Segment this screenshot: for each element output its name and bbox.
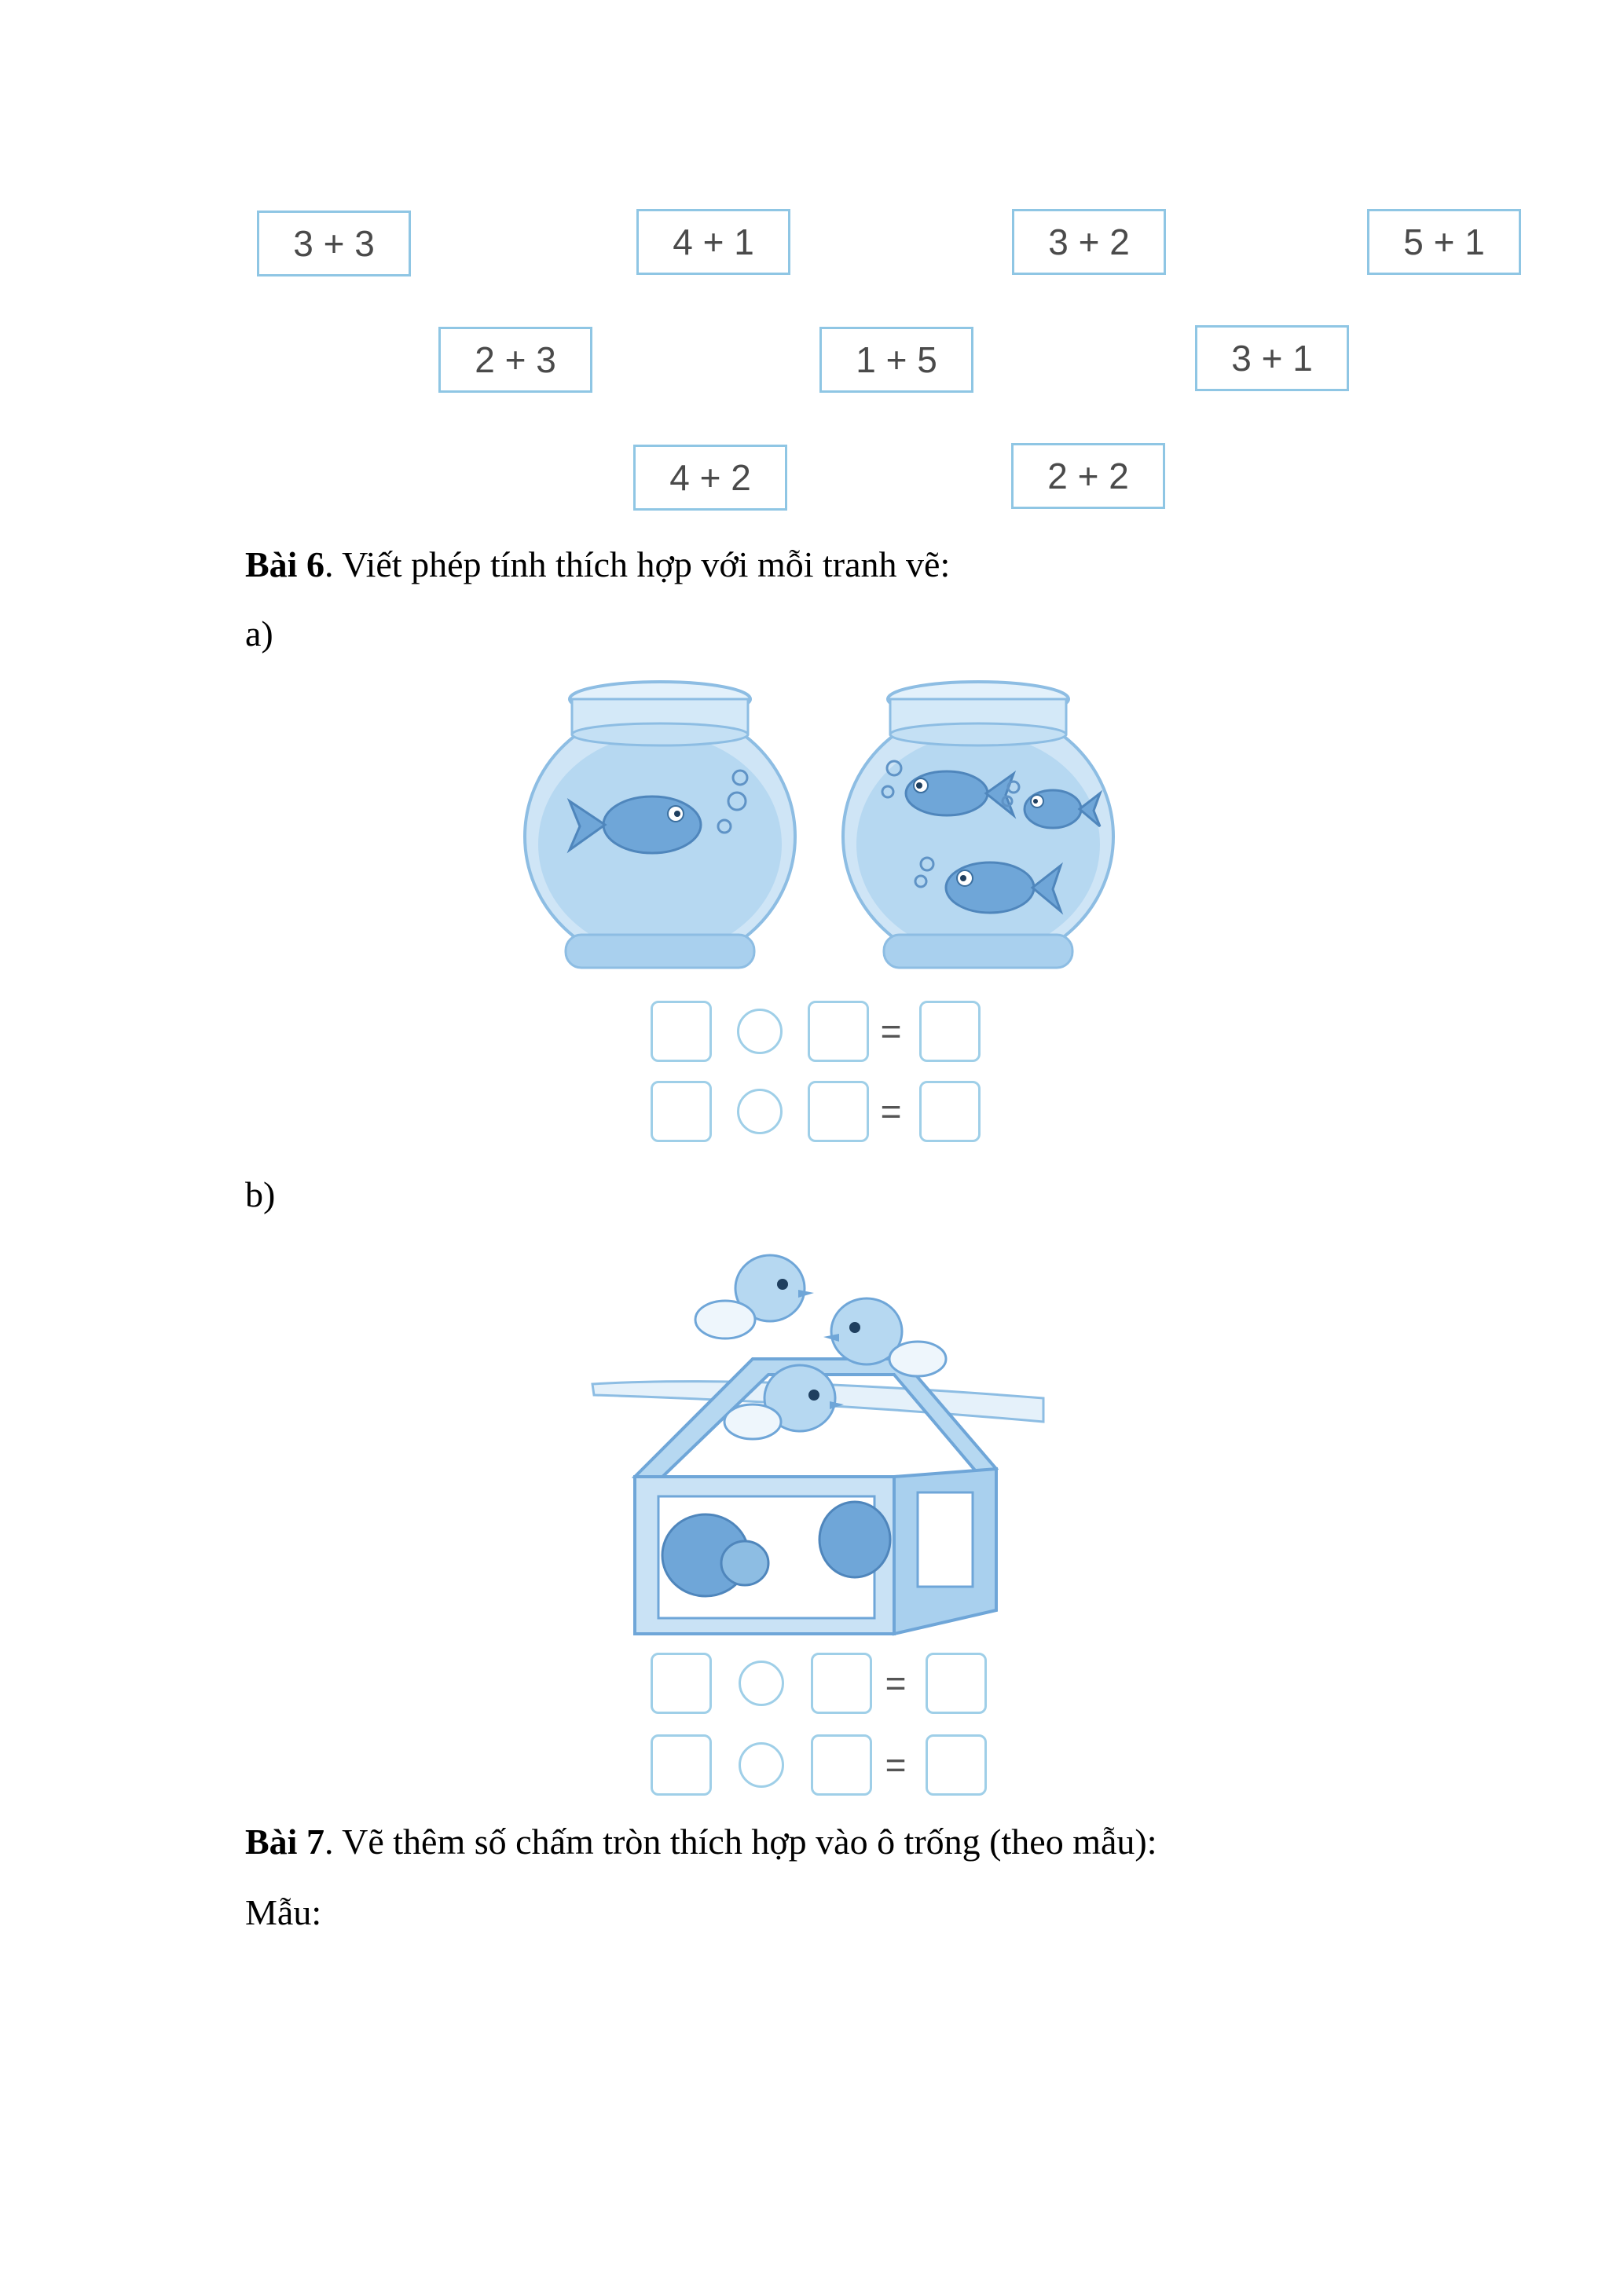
answer-box[interactable] [651,1734,712,1796]
answer-box[interactable] [919,1081,981,1142]
answer-box[interactable] [811,1653,872,1714]
answer-box[interactable] [811,1734,872,1796]
equals-sign: = [880,1091,902,1132]
birds-birdhouse-illustration [588,1241,1051,1665]
answer-box[interactable] [808,1081,869,1142]
answer-box[interactable] [651,1001,712,1062]
exercise-6-label: Bài 6 [245,544,324,584]
bird [695,1255,814,1338]
exercise-7-label: Bài 7 [245,1822,324,1862]
answer-box[interactable] [926,1734,987,1796]
equals-sign: = [885,1663,907,1704]
exercise-6-heading [245,544,950,585]
equals-sign: = [880,1011,902,1052]
answer-box[interactable] [919,1001,981,1062]
equals-sign: = [885,1745,907,1785]
fishbowls-illustration [519,676,1116,982]
answer-row-a2 [651,1081,988,1144]
expression-box: 2 + 3 [438,327,592,393]
answer-row-b2 [651,1734,996,1797]
operator-circle[interactable] [737,1009,783,1054]
exercise-7-heading [245,1821,1157,1862]
exercise-6-instruction: . Viết phép tính thích hợp với mỗi tranh vẽ: [324,544,951,584]
answer-row-b1 [651,1653,996,1716]
operator-circle[interactable] [739,1742,784,1788]
answer-box[interactable] [651,1081,712,1142]
part-b-label: b) [245,1174,276,1214]
expression-box: 3 + 3 [257,211,411,276]
bird [819,1502,890,1577]
right-fishbowl [843,682,1113,968]
operator-circle[interactable] [737,1089,783,1134]
operator-circle[interactable] [739,1661,784,1706]
expression-box: 3 + 1 [1195,325,1349,391]
answer-box[interactable] [651,1653,712,1714]
expression-box: 3 + 2 [1012,209,1166,275]
sample-label: Mẫu: [245,1892,322,1932]
exercise-7-instruction: . Vẽ thêm số chấm tròn thích hợp vào ô trống (theo mẫu): [324,1822,1157,1862]
part-a-label: a) [245,613,273,654]
expression-box: 4 + 1 [636,209,790,275]
answer-row-a1 [651,1001,988,1064]
expression-box: 2 + 2 [1011,443,1165,509]
expression-box: 5 + 1 [1367,209,1521,275]
answer-box[interactable] [926,1653,987,1714]
expression-box: 4 + 2 [633,445,787,511]
answer-box[interactable] [808,1001,869,1062]
expression-box: 1 + 5 [819,327,973,393]
